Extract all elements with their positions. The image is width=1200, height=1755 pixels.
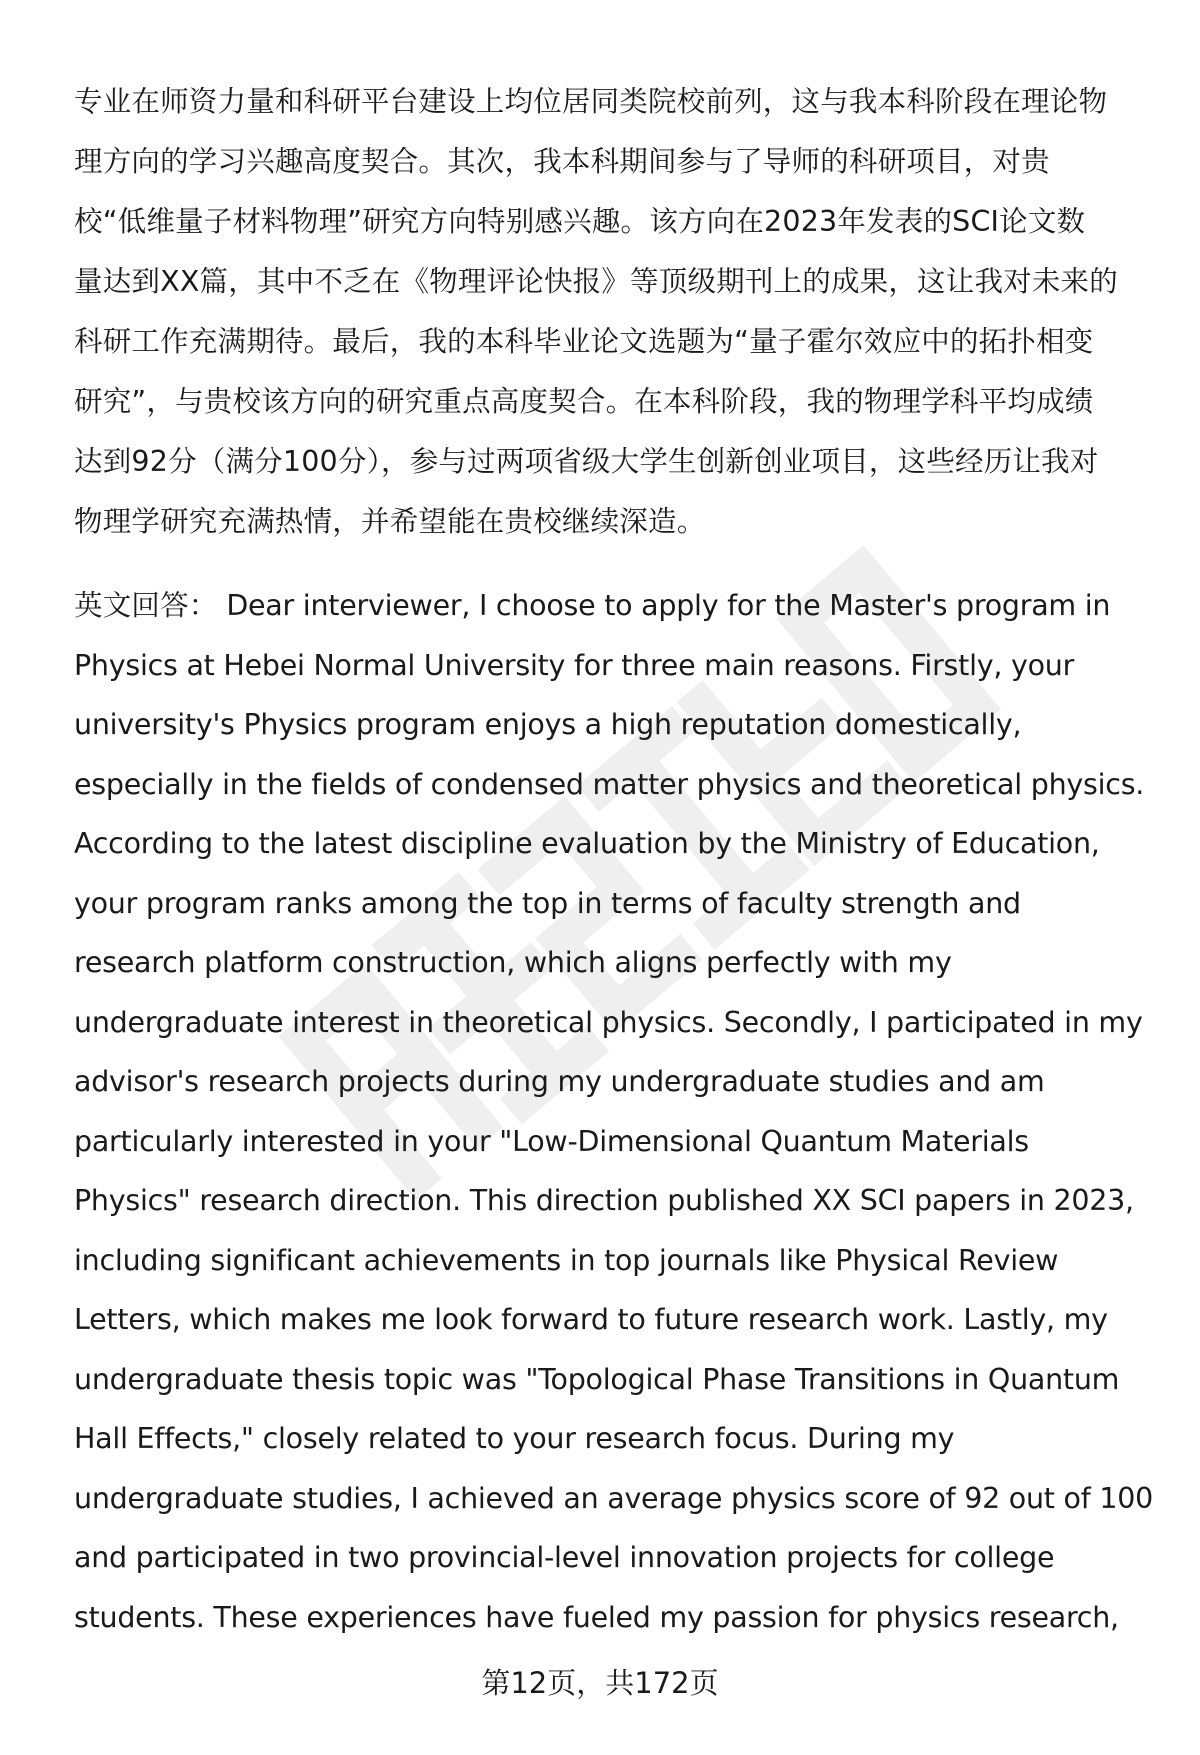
text-line: students. These experiences have fueled my passion for physics research, — [74, 1600, 1119, 1634]
english-first-line — [74, 576, 1154, 636]
text-line: particularly interested in your "Low-Dimensional Quantum Materials — [74, 1124, 1029, 1158]
text-line: 物理学研究充满热情，并希望能在贵校继续深造。 — [74, 505, 706, 538]
text-line: According to the latest discipline evaluation by the Ministry of Education, — [74, 827, 1100, 860]
chinese-answer-paragraph — [74, 72, 1134, 552]
text-line: university's Physics program enjoys a high reputation domestically, — [74, 708, 1022, 741]
text-line: Physics at Hebei Normal University for three main reasons. Firstly, your — [74, 648, 1075, 682]
english-answer-label: 英文回答： — [74, 589, 218, 622]
text-line: Hall Effects," closely related to your research focus. During my — [74, 1422, 955, 1455]
text-line: 理方向的学习兴趣高度契合。其次，我本科期间参与了导师的科研项目，对贵 — [74, 145, 1050, 178]
text-line: 校“低维量子材料物理”研究方向特别感兴趣。该方向在2023年发表的SCI论文数 — [74, 205, 1086, 238]
text-line: Letters, which makes me look forward to future research work. Lastly, my — [74, 1303, 1108, 1336]
text-line: undergraduate studies, I achieved an average physics score of 92 out of 100 — [74, 1481, 1153, 1515]
text-line: undergraduate thesis topic was "Topological Phase Transitions in Quantum — [74, 1362, 1120, 1396]
english-answer-paragraph — [74, 576, 1154, 1647]
text-line: Dear interviewer, I choose to apply for the Master's program in — [226, 589, 1111, 622]
text-line: and participated in two provincial-level innovation projects for college — [74, 1541, 1055, 1574]
text-line: undergraduate interest in theoretical physics. Secondly, I participated in my — [74, 1005, 1143, 1039]
page-number-footer: 第12页，共172页 — [481, 1666, 719, 1700]
text-line: 研究”，与贵校该方向的研究重点高度契合。在本科阶段，我的物理学科平均成绩 — [74, 385, 1094, 418]
text-line: your program ranks among the top in terms of faculty strength and — [74, 886, 1021, 920]
text-line: especially in the fields of condensed matter physics and theoretical physics. — [74, 767, 1145, 801]
text-line: including significant achievements in top journals like Physical Review — [74, 1243, 1059, 1277]
text-line: 量达到XX篇，其中不乏在《物理评论快报》等顶级期刊上的成果，这让我对未来的 — [74, 265, 1118, 298]
text-line: 科研工作充满期待。最后，我的本科毕业论文选题为“量子霍尔效应中的拓扑相变 — [74, 325, 1094, 358]
text-line: 专业在师资力量和科研平台建设上均位居同类院校前列，这与我本科阶段在理论物 — [74, 85, 1108, 118]
text-line: Physics" research direction. This direction published XX SCI papers in 2023, — [74, 1184, 1134, 1217]
text-line: advisor's research projects during my undergraduate studies and am — [74, 1065, 1045, 1098]
text-line: research platform construction, which aligns perfectly with my — [74, 946, 952, 979]
text-line: 达到92分（满分100分），参与过两项省级大学生创新创业项目，这些经历让我对 — [74, 445, 1099, 478]
